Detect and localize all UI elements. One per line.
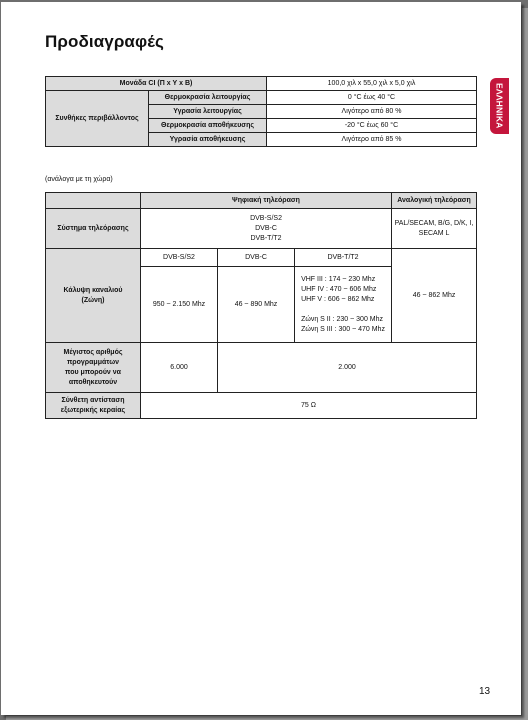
page-title: Προδιαγραφές — [45, 32, 164, 51]
freq-dvb-t — [295, 267, 392, 343]
digital-tv-header: Ψηφιακή τηλεόραση — [141, 193, 392, 209]
language-tab-label: ΕΛΛΗΝΙΚΑ — [494, 83, 505, 129]
tv-system-digital — [141, 209, 392, 249]
table-row — [46, 343, 477, 393]
freq-line: Ζώνη S III : 300 ~ 470 Mhz — [301, 325, 385, 333]
row-value: 0 °C έως 40 °C — [267, 91, 477, 105]
col-dvb-t: DVB-T/T2 — [295, 249, 392, 267]
row-value: Λιγότερο από 80 % — [267, 105, 477, 119]
row-label: Υγρασία αποθήκευσης — [149, 133, 267, 147]
env-conditions-label: Συνθήκες περιβάλλοντος — [46, 91, 149, 147]
system-line: PAL/SECAM, B/G, D/K, I, — [394, 219, 474, 227]
freq-line: Ζώνη S II : 230 ~ 300 Mhz — [301, 315, 383, 323]
label-line: εξωτερικής κεραίας — [60, 406, 126, 414]
country-note: (ανάλογα με τη χώρα) — [45, 176, 113, 183]
page-shadow-bottom — [6, 716, 528, 720]
corner-cell — [46, 193, 141, 209]
table-row — [46, 193, 477, 209]
antenna-impedance-label — [46, 393, 141, 419]
label-line: Κάλυψη καναλιού — [63, 286, 123, 294]
tv-system-analog — [392, 209, 477, 249]
spec-table — [45, 76, 477, 147]
antenna-impedance-value: 75 Ω — [141, 393, 477, 419]
freq-line: UHF IV : 470 ~ 606 Mhz — [301, 285, 377, 293]
tv-spec-table — [45, 192, 477, 419]
page-number: 13 — [479, 686, 491, 697]
table-row — [46, 91, 477, 105]
row-label: Θερμοκρασία αποθήκευσης — [149, 119, 267, 133]
row-label: Υγρασία λειτουργίας — [149, 105, 267, 119]
system-line: SECAM L — [418, 229, 450, 237]
freq-dvb-c: 46 ~ 890 Mhz — [218, 267, 295, 343]
document-page — [1, 2, 521, 715]
table-row — [46, 77, 477, 91]
label-line: Σύνθετη αντίσταση — [61, 396, 125, 404]
table-row — [46, 393, 477, 419]
freq-line: VHF III : 174 ~ 230 Mhz — [301, 275, 376, 283]
ci-unit-label: Μονάδα CI (Π x Υ x Β) — [46, 77, 267, 91]
language-tab — [490, 78, 509, 134]
max-programs-label — [46, 343, 141, 393]
analog-tv-header: Αναλογική τηλεόραση — [392, 193, 477, 209]
label-line: αποθηκευτούν — [68, 378, 118, 386]
system-line: DVB-C — [255, 224, 277, 232]
channel-coverage-label — [46, 249, 141, 343]
max-programs-rest: 2.000 — [218, 343, 477, 393]
system-line: DVB-T/T2 — [250, 234, 282, 242]
table-row — [46, 249, 477, 267]
freq-dvb-s: 950 ~ 2.150 Mhz — [141, 267, 218, 343]
label-line: που μπορούν να — [65, 368, 121, 376]
table-row — [46, 209, 477, 249]
ci-unit-value: 100,0 χιλ x 55,0 χιλ x 5,0 χιλ — [267, 77, 477, 91]
analog-frequency: 46 ~ 862 Mhz — [392, 249, 477, 343]
system-line: DVB-S/S2 — [250, 214, 282, 222]
col-dvb-c: DVB-C — [218, 249, 295, 267]
tv-system-label: Σύστημα τηλεόρασης — [46, 209, 141, 249]
label-line: Μέγιστος αριθμός — [63, 348, 123, 356]
row-value: -20 °C έως 60 °C — [267, 119, 477, 133]
row-label: Θερμοκρασία λειτουργίας — [149, 91, 267, 105]
row-value: Λιγότερο από 85 % — [267, 133, 477, 147]
col-dvb-s: DVB-S/S2 — [141, 249, 218, 267]
freq-list — [301, 275, 385, 335]
page-shadow-right — [522, 8, 528, 720]
freq-spacer — [301, 305, 385, 315]
label-line: (Ζώνη) — [81, 296, 105, 304]
max-programs-dvb-s: 6.000 — [141, 343, 218, 393]
label-line: προγραμμάτων — [66, 358, 120, 366]
freq-line: UHF V : 606 ~ 862 Mhz — [301, 295, 375, 303]
